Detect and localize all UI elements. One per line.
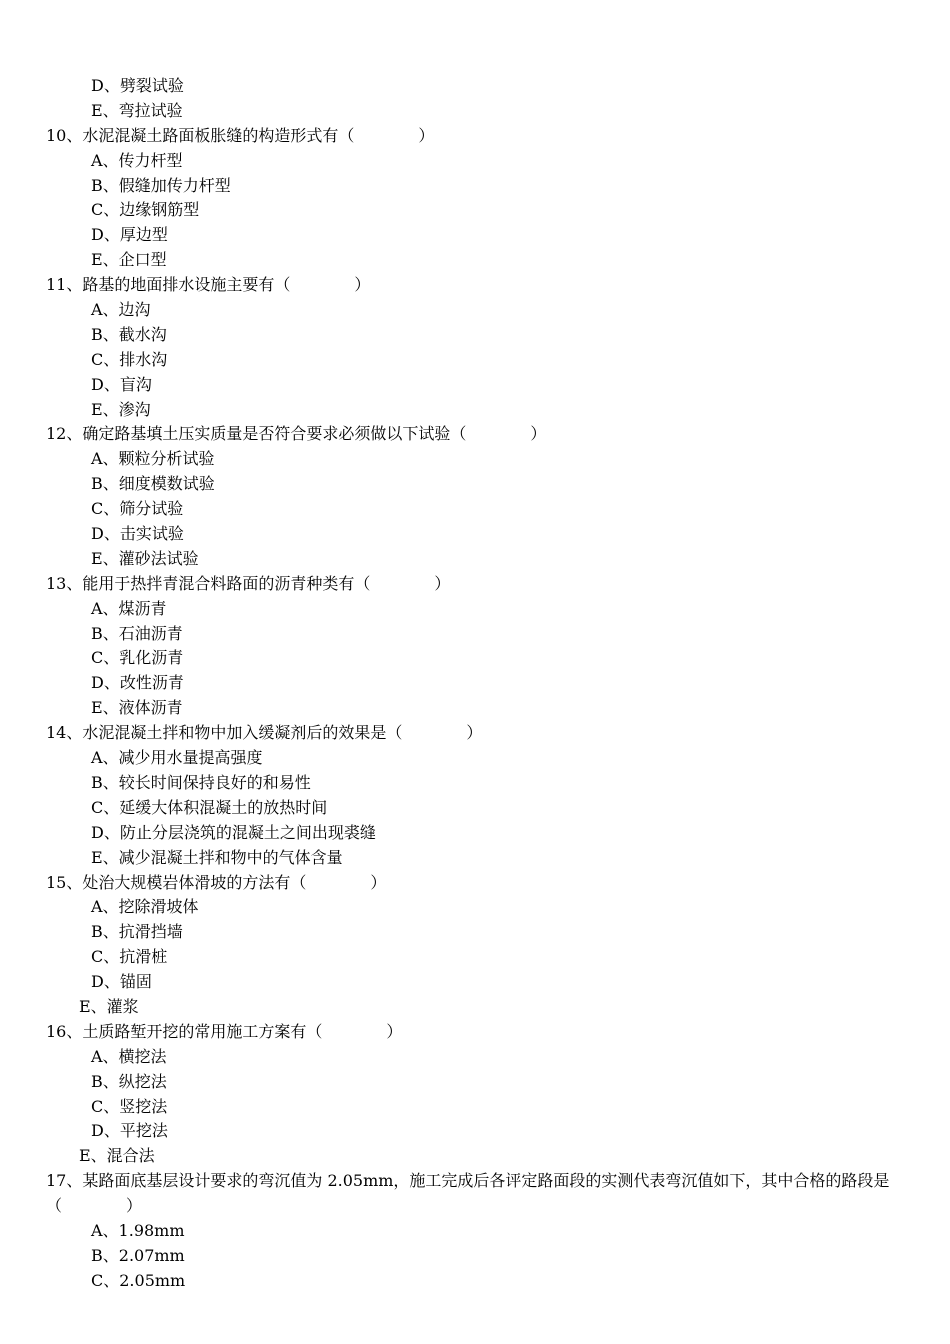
question-text: 13、能用于热拌青混合料路面的沥青种类有（ ） [46, 573, 451, 593]
question-text: 16、土质路堑开挖的常用施工方案有（ ） [46, 1021, 403, 1041]
question-text: 17、某路面底基层设计要求的弯沉值为 2.05mm，施工完成后各评定路面段的实测代表弯沉值如下，其中合格的路段是（ ） [46, 1171, 890, 1216]
answer-option: A、1.98mm [91, 1221, 185, 1240]
answer-option: A、边沟 [91, 300, 151, 320]
answer-option: A、挖除滑坡体 [91, 897, 199, 917]
answer-option: C、竖挖法 [91, 1096, 168, 1116]
question-text: 12、确定路基填土压实质量是否符合要求必须做以下试验（ ） [46, 424, 547, 444]
answer-option: C、2.05mm [91, 1270, 186, 1290]
answer-option: D、改性沥青 [91, 673, 184, 693]
answer-option: C、排水沟 [91, 349, 168, 369]
question-text: 11、路基的地面排水设施主要有（ ） [46, 275, 371, 295]
answer-option: A、横挖法 [91, 1046, 167, 1066]
answer-option: E、企口型 [91, 250, 167, 270]
answer-option: D、平挖法 [91, 1121, 168, 1141]
answer-option: A、颗粒分析试验 [91, 449, 215, 469]
answer-option: A、传力杆型 [91, 150, 183, 170]
answer-option: D、盲沟 [91, 374, 152, 394]
answer-option: A、减少用水量提高强度 [91, 748, 263, 768]
question-text: 14、水泥混凝土拌和物中加入缓凝剂后的效果是（ ） [46, 723, 483, 743]
answer-option: C、筛分试验 [91, 499, 184, 519]
answer-option: B、2.07mm [91, 1245, 185, 1265]
answer-option: D、锚固 [91, 972, 152, 992]
answer-option: B、抗滑挡墙 [91, 922, 183, 942]
answer-option: D、击实试验 [91, 524, 184, 544]
answer-option: C、边缘钢筋型 [91, 200, 200, 220]
answer-option: E、灌砂法试验 [91, 548, 199, 568]
question-text: 15、处治大规模岩体滑坡的方法有（ ） [46, 872, 387, 892]
question-list [0, 74, 950, 1294]
answer-option: E、渗沟 [91, 399, 151, 419]
document-page [0, 74, 950, 1294]
answer-option: B、细度模数试验 [91, 474, 215, 494]
answer-option: B、纵挖法 [91, 1071, 167, 1091]
answer-option: B、较长时间保持良好的和易性 [91, 772, 311, 792]
answer-option: B、石油沥青 [91, 623, 183, 643]
answer-option: B、截水沟 [91, 324, 167, 344]
answer-option: A、煤沥青 [91, 598, 167, 618]
answer-option: E、弯拉试验 [91, 100, 183, 120]
answer-option: C、乳化沥青 [91, 648, 184, 668]
answer-option: E、液体沥青 [91, 698, 183, 718]
answer-option: E、减少混凝土拌和物中的气体含量 [91, 847, 343, 867]
answer-option: C、延缓大体积混凝土的放热时间 [91, 797, 328, 817]
answer-option: E、灌浆 [79, 996, 139, 1016]
answer-option: B、假缝加传力杆型 [91, 175, 231, 195]
question-text: 10、水泥混凝土路面板胀缝的构造形式有（ ） [46, 125, 435, 145]
answer-option: C、抗滑桩 [91, 947, 168, 967]
answer-option: D、防止分层浇筑的混凝土之间出现裘缝 [91, 822, 376, 842]
answer-option: D、劈裂试验 [91, 76, 184, 95]
answer-option: E、混合法 [79, 1146, 155, 1166]
answer-option: D、厚边型 [91, 225, 168, 245]
